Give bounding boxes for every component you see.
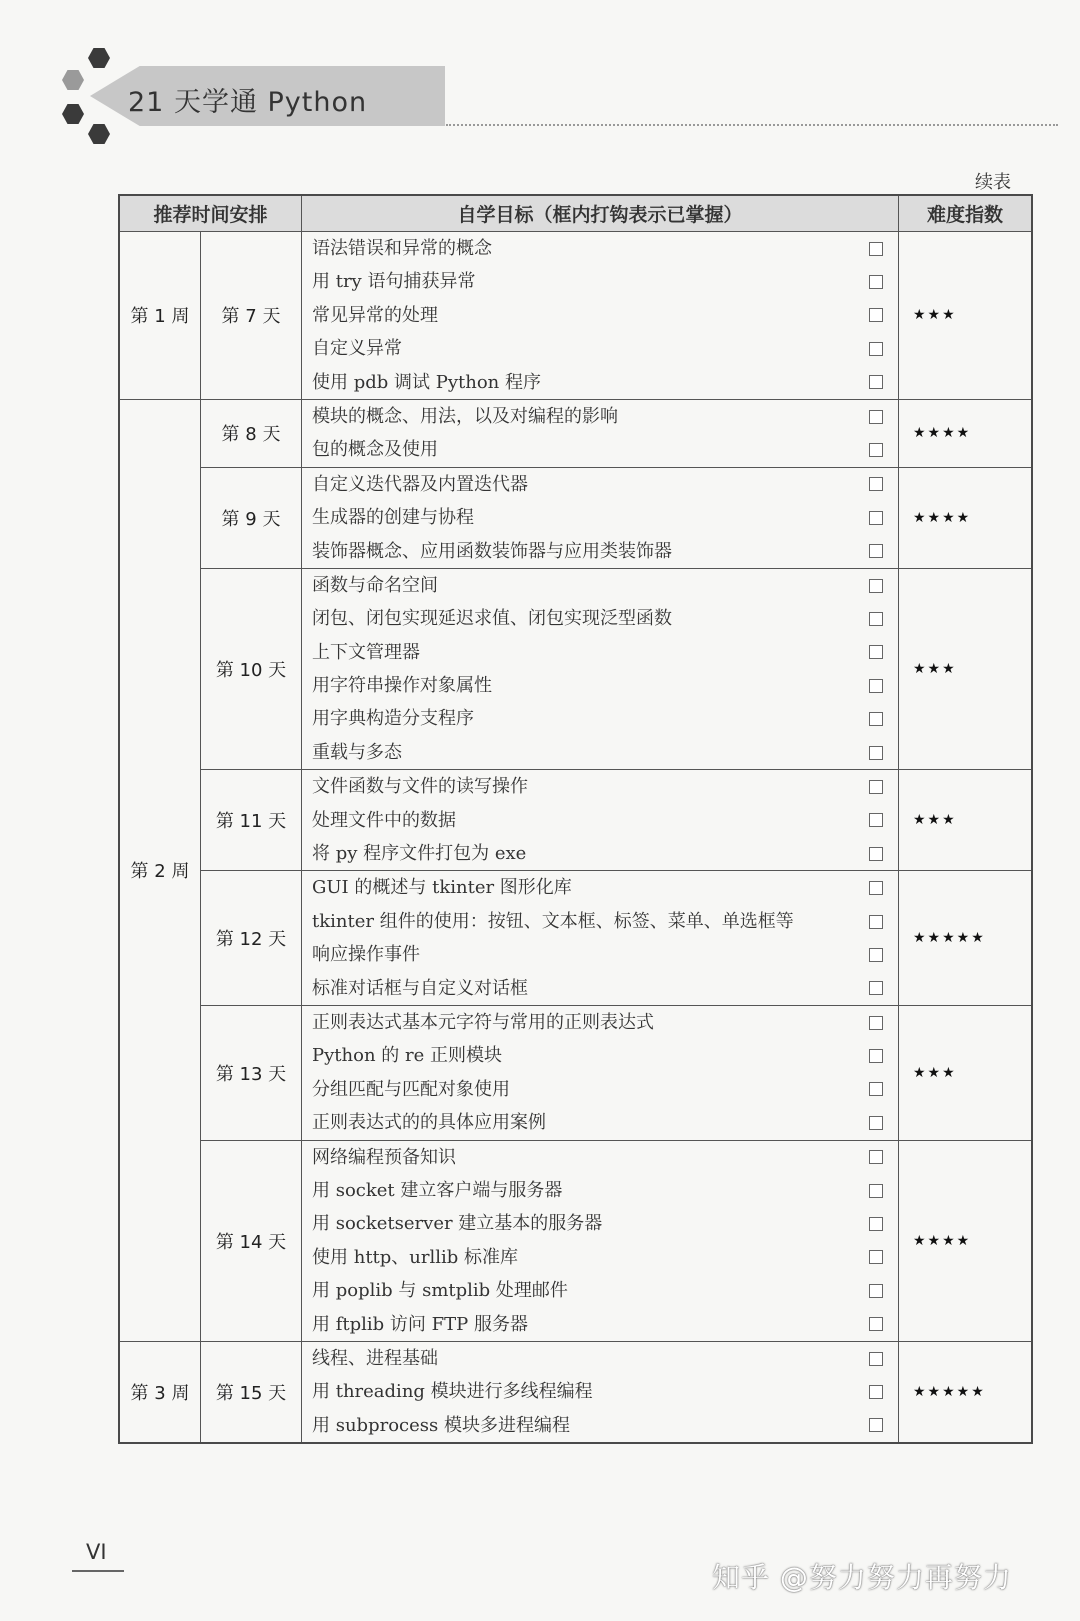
goal-item: 正则表达式的的具体应用案例	[312, 1112, 546, 1134]
checkbox-cell	[854, 232, 899, 400]
checkbox-wrapper	[854, 1073, 898, 1106]
week-cell: 第 1 周	[119, 232, 201, 400]
goal-item: 模块的概念、用法，以及对编程的影响	[312, 405, 618, 427]
goal-item: 用 poplib 与 smtplib 处理邮件	[312, 1280, 568, 1302]
goal-item: 用 socketserver 建立基本的服务器	[312, 1213, 603, 1235]
checkbox-wrapper	[854, 535, 898, 568]
mastered-checkbox[interactable]	[869, 1049, 883, 1063]
difficulty-stars: ★★★★	[899, 399, 1033, 467]
mastered-checkbox[interactable]	[869, 1082, 883, 1096]
checkbox-cell	[854, 770, 899, 871]
header-schedule: 推荐时间安排	[119, 195, 302, 232]
checkbox-wrapper	[854, 972, 898, 1005]
day-cell: 第 15 天	[201, 1341, 302, 1443]
checkbox-cell	[854, 1140, 899, 1341]
goal-item: 自定义异常	[312, 338, 402, 360]
checkbox-wrapper	[854, 1174, 898, 1207]
day-cell: 第 14 天	[201, 1140, 302, 1341]
checkbox-wrapper	[854, 702, 898, 735]
day-cell: 第 9 天	[201, 467, 302, 568]
mastered-checkbox[interactable]	[869, 308, 883, 322]
checkbox-wrapper	[854, 871, 898, 904]
goal-item: 标准对话框与自定义对话框	[312, 977, 528, 999]
checkbox-cell	[854, 399, 899, 467]
checkbox-wrapper	[854, 400, 898, 433]
checkbox-wrapper	[854, 938, 898, 971]
mastered-checkbox[interactable]	[869, 410, 883, 424]
table-header-row	[119, 195, 1032, 232]
mastered-checkbox[interactable]	[869, 645, 883, 659]
day-cell: 第 7 天	[201, 232, 302, 400]
goal-item: 函数与命名空间	[312, 574, 438, 596]
goal-item: 常见异常的处理	[312, 304, 438, 326]
checkbox-cell	[854, 1341, 899, 1443]
mastered-checkbox[interactable]	[869, 477, 883, 491]
difficulty-stars: ★★★★	[899, 1140, 1033, 1341]
table-row	[119, 1005, 1032, 1140]
week-cell: 第 2 周	[119, 399, 201, 1341]
difficulty-stars: ★★★★★	[899, 1341, 1033, 1443]
mastered-checkbox[interactable]	[869, 1418, 883, 1432]
mastered-checkbox[interactable]	[869, 579, 883, 593]
goals-cell	[302, 568, 855, 769]
goal-item: 正则表达式基本元字符与常用的正则表达式	[312, 1011, 654, 1033]
mastered-checkbox[interactable]	[869, 443, 883, 457]
goal-item: 线程、进程基础	[312, 1347, 438, 1369]
page-number-rule	[72, 1570, 124, 1572]
goal-item: tkinter 组件的使用：按钮、文本框、标签、菜单、单选框等	[312, 910, 794, 932]
week-cell: 第 3 周	[119, 1341, 201, 1443]
checkbox-wrapper	[854, 366, 898, 399]
checkbox-wrapper	[854, 1141, 898, 1174]
checkbox-wrapper	[854, 736, 898, 769]
mastered-checkbox[interactable]	[869, 375, 883, 389]
continued-label: 续表	[975, 172, 1011, 193]
goals-cell	[302, 232, 855, 400]
mastered-checkbox[interactable]	[869, 881, 883, 895]
checkbox-wrapper	[854, 770, 898, 803]
checkbox-wrapper	[854, 501, 898, 534]
checkbox-wrapper	[854, 468, 898, 501]
mastered-checkbox[interactable]	[869, 746, 883, 760]
day-cell: 第 10 天	[201, 568, 302, 769]
hexagon-decoration	[62, 104, 84, 124]
mastered-checkbox[interactable]	[869, 612, 883, 626]
checkbox-wrapper	[854, 1241, 898, 1274]
goal-item: 重载与多态	[312, 741, 402, 763]
mastered-checkbox[interactable]	[869, 275, 883, 289]
checkbox-cell	[854, 871, 899, 1006]
table-row	[119, 232, 1032, 400]
table-row	[119, 399, 1032, 467]
difficulty-stars: ★★★	[899, 770, 1033, 871]
table-row	[119, 568, 1032, 769]
mastered-checkbox[interactable]	[869, 342, 883, 356]
goal-item: 用 subprocess 模块多进程编程	[312, 1414, 570, 1436]
goal-item: 包的概念及使用	[312, 439, 438, 461]
mastered-checkbox[interactable]	[869, 948, 883, 962]
goal-item: 语法错误和异常的概念	[312, 238, 492, 259]
checkbox-wrapper	[854, 1106, 898, 1139]
checkbox-wrapper	[854, 602, 898, 635]
goal-item: 将 py 程序文件打包为 exe	[312, 843, 527, 865]
goals-cell	[302, 1140, 855, 1341]
checkbox-wrapper	[854, 636, 898, 669]
table-row	[119, 467, 1032, 568]
mastered-checkbox[interactable]	[869, 679, 883, 693]
hexagon-decoration	[88, 48, 110, 68]
mastered-checkbox[interactable]	[869, 1352, 883, 1366]
hexagon-decoration	[62, 70, 84, 90]
goal-item: Python 的 re 正则模块	[312, 1045, 502, 1067]
checkbox-wrapper	[854, 905, 898, 938]
study-plan-table	[118, 194, 1033, 1444]
goal-item: 用 ftplib 访问 FTP 服务器	[312, 1313, 528, 1335]
header-goals: 自学目标（框内打钩表示已掌握）	[302, 195, 899, 232]
goal-item: 生成器的创建与协程	[312, 507, 474, 529]
goals-cell	[302, 871, 855, 1006]
mastered-checkbox[interactable]	[869, 981, 883, 995]
mastered-checkbox[interactable]	[869, 1184, 883, 1198]
goal-item: 用 socket 建立客户端与服务器	[312, 1179, 563, 1201]
checkbox-wrapper	[854, 1409, 898, 1442]
difficulty-stars: ★★★	[899, 232, 1033, 400]
checkbox-wrapper	[854, 433, 898, 466]
checkbox-wrapper	[854, 232, 898, 265]
checkbox-wrapper	[854, 1039, 898, 1072]
goal-item: 使用 pdb 调试 Python 程序	[312, 371, 541, 393]
table-row	[119, 1140, 1032, 1341]
checkbox-wrapper	[854, 804, 898, 837]
goal-item: 闭包、闭包实现延迟求值、闭包实现泛型函数	[312, 608, 672, 630]
mastered-checkbox[interactable]	[869, 1116, 883, 1130]
table-row	[119, 1341, 1032, 1443]
checkbox-wrapper	[854, 1207, 898, 1240]
goal-item: GUI 的概述与 tkinter 图形化库	[312, 877, 572, 899]
table-row	[119, 871, 1032, 1006]
goal-item: 用 threading 模块进行多线程编程	[312, 1381, 593, 1403]
goal-item: 用 try 语句捕获异常	[312, 271, 476, 293]
mastered-checkbox[interactable]	[869, 780, 883, 794]
goal-item: 装饰器概念、应用函数装饰器与应用类装饰器	[312, 540, 672, 562]
day-cell: 第 11 天	[201, 770, 302, 871]
mastered-checkbox[interactable]	[869, 1284, 883, 1298]
goal-item: 用字典构造分支程序	[312, 708, 474, 730]
mastered-checkbox[interactable]	[869, 712, 883, 726]
goal-item: 处理文件中的数据	[312, 809, 456, 831]
page-header	[58, 42, 1058, 152]
header-difficulty: 难度指数	[899, 195, 1033, 232]
goal-item: 网络编程预备知识	[312, 1146, 456, 1168]
checkbox-wrapper	[854, 299, 898, 332]
table-body	[119, 232, 1032, 1444]
difficulty-stars: ★★★★★	[899, 871, 1033, 1006]
checkbox-cell	[854, 1005, 899, 1140]
day-cell: 第 12 天	[201, 871, 302, 1006]
checkbox-wrapper	[854, 569, 898, 602]
mastered-checkbox[interactable]	[869, 1016, 883, 1030]
checkbox-wrapper	[854, 1342, 898, 1375]
difficulty-stars: ★★★★	[899, 467, 1033, 568]
day-cell: 第 13 天	[201, 1005, 302, 1140]
checkbox-wrapper	[854, 1274, 898, 1307]
mastered-checkbox[interactable]	[869, 847, 883, 861]
hexagon-decoration	[88, 124, 110, 144]
goal-item: 使用 http、urllib 标准库	[312, 1246, 519, 1268]
difficulty-stars: ★★★	[899, 1005, 1033, 1140]
checkbox-wrapper	[854, 332, 898, 365]
mastered-checkbox[interactable]	[869, 544, 883, 558]
page-number: VI	[86, 1540, 107, 1564]
watermark: 知乎 @努力努力再努力	[712, 1561, 1012, 1594]
book-title: 21 天学通 Python	[128, 87, 368, 118]
table-row	[119, 770, 1032, 871]
mastered-checkbox[interactable]	[869, 915, 883, 929]
goals-cell	[302, 1005, 855, 1140]
goal-item: 文件函数与文件的读写操作	[312, 776, 528, 798]
goals-cell	[302, 399, 855, 467]
checkbox-wrapper	[854, 1308, 898, 1341]
mastered-checkbox[interactable]	[869, 242, 883, 256]
header-dotted-rule	[446, 124, 1058, 126]
mastered-checkbox[interactable]	[869, 813, 883, 827]
checkbox-cell	[854, 568, 899, 769]
difficulty-stars: ★★★	[899, 568, 1033, 769]
mastered-checkbox[interactable]	[869, 1150, 883, 1164]
checkbox-wrapper	[854, 669, 898, 702]
checkbox-wrapper	[854, 265, 898, 298]
checkbox-wrapper	[854, 1006, 898, 1039]
goals-cell	[302, 467, 855, 568]
goal-item: 用字符串操作对象属性	[312, 675, 492, 697]
goal-item: 响应操作事件	[312, 944, 420, 966]
checkbox-cell	[854, 467, 899, 568]
checkbox-wrapper	[854, 1375, 898, 1408]
mastered-checkbox[interactable]	[869, 1385, 883, 1399]
goals-cell	[302, 1341, 855, 1443]
mastered-checkbox[interactable]	[869, 1317, 883, 1331]
goal-item: 分组匹配与匹配对象使用	[312, 1078, 510, 1100]
mastered-checkbox[interactable]	[869, 1250, 883, 1264]
day-cell: 第 8 天	[201, 399, 302, 467]
mastered-checkbox[interactable]	[869, 1217, 883, 1231]
goal-item: 自定义迭代器及内置迭代器	[312, 473, 528, 495]
mastered-checkbox[interactable]	[869, 511, 883, 525]
goals-cell	[302, 770, 855, 871]
checkbox-wrapper	[854, 837, 898, 870]
goal-item: 上下文管理器	[312, 641, 420, 663]
